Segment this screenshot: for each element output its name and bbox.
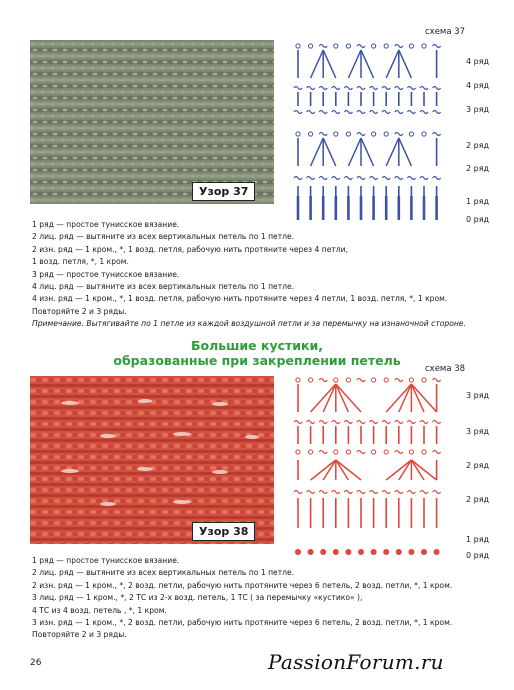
instruction-line: Повторяйте 2 и 3 ряды. — [32, 306, 127, 316]
chain-circle — [422, 132, 426, 136]
foundation-stitch — [347, 196, 350, 220]
fan-stitch — [323, 460, 336, 480]
pattern-37-photo-label: Узор 37 — [192, 182, 255, 201]
fan-stitch — [399, 50, 412, 78]
chain-circle — [409, 44, 413, 48]
foundation-stitch — [309, 196, 312, 220]
fan-stitch — [399, 460, 412, 480]
fan-stitch — [323, 384, 336, 412]
schema-37-diagram — [290, 36, 470, 226]
instruction-line: 1 ряд — простое тунисское вязание. — [32, 220, 180, 229]
tilde-mark — [319, 87, 327, 90]
page-number: 26 — [30, 658, 42, 668]
schema-37-title: схема 37 — [425, 27, 466, 37]
tilde-mark — [357, 133, 365, 136]
row-label: 0 ряд — [466, 215, 490, 224]
tilde-mark — [407, 111, 415, 114]
tilde-mark — [307, 421, 315, 424]
chain-circle — [384, 450, 388, 454]
tilde-mark — [294, 111, 302, 114]
tilde-mark — [332, 87, 340, 90]
watermark: PassionForum.ru — [268, 650, 444, 674]
foundation-stitch — [410, 196, 413, 220]
chain-circle — [384, 378, 388, 382]
tilde-mark — [319, 421, 327, 424]
instruction-line: 1 ряд — простое тунисское вязание. — [32, 556, 180, 565]
schema-38-diagram — [290, 372, 470, 564]
instruction-line: 4 изн. ряд — 1 кром., *, 1 возд. петля, рабочую нить протяните через 4 петли, 1 возд. петля, *, 1 кром. — [32, 294, 448, 304]
fan-stitch — [348, 138, 361, 166]
chain-circle — [334, 378, 338, 382]
tilde-mark — [395, 45, 403, 48]
fan-stitch — [399, 138, 412, 166]
tilde-mark — [370, 87, 378, 90]
tilde-mark — [307, 111, 315, 114]
tilde-mark — [433, 451, 441, 454]
chain-circle — [372, 132, 376, 136]
foundation-stitch — [335, 196, 338, 220]
chain-circle — [309, 44, 313, 48]
instruction-note: Примечание. Вытягивайте по 1 петле из каждой воздушной петли и за перемычку на изнаночной стороне. — [32, 319, 466, 329]
fan-stitch — [399, 384, 412, 412]
tilde-mark — [407, 87, 415, 90]
instruction-line: 2 лиц. ряд — вытяните из всех вертикальных петель по 1 петле. — [32, 568, 295, 578]
foundation-stitch — [372, 196, 375, 220]
tilde-mark — [433, 177, 441, 180]
tilde-mark — [357, 111, 365, 114]
chain-circle — [334, 44, 338, 48]
instruction-line: 2 изн. ряд — 1 кром., *, 2 возд. петли, рабочую нить протяните через 6 петель, 2 возд. петли, *, 1 кром. — [32, 580, 453, 590]
tilde-mark — [319, 451, 327, 454]
tilde-mark — [319, 45, 327, 48]
foundation-stitch — [322, 196, 325, 220]
chain-circle — [409, 378, 413, 382]
tilde-mark — [319, 491, 327, 494]
pattern-38-photo — [30, 376, 274, 544]
tilde-mark — [344, 421, 352, 424]
instruction-line: 3 лиц. ряд — 1 кром., *, 2 ТС из 2-х возд. петель, 1 ТС ( за перемычку «кустико» ), — [32, 593, 363, 603]
instruction-line: 4 ТС из 4 возд. петель , *, 1 кром. — [32, 605, 167, 615]
tilde-mark — [294, 87, 302, 90]
tilde-mark — [420, 111, 428, 114]
tilde-mark — [344, 491, 352, 494]
fan-stitch — [361, 138, 374, 166]
instruction-line: 3 изн. ряд — 1 кром., *, 2 возд. петли, рабочую нить протяните через 6 петель, 2 возд. петли, *, 1 кром. — [32, 618, 453, 628]
chain-circle — [346, 378, 350, 382]
fan-stitch — [336, 384, 349, 412]
tilde-mark — [332, 421, 340, 424]
row-label: 3 ряд — [466, 427, 490, 436]
row-label: 3 ряд — [466, 105, 490, 114]
fan-stitch — [411, 460, 436, 480]
tilde-mark — [357, 491, 365, 494]
fan-stitch — [336, 460, 349, 480]
section-heading-line-2: образованные при закреплении петель — [113, 353, 401, 368]
chain-circle — [422, 378, 426, 382]
tilde-mark — [357, 45, 365, 48]
chain-circle — [384, 44, 388, 48]
tilde-mark — [395, 87, 403, 90]
row-label: 3 ряд — [466, 391, 490, 400]
fan-stitch — [311, 384, 336, 412]
section-heading-line-1: Большие кустики, — [190, 338, 324, 353]
pattern-37-photo — [30, 40, 274, 204]
row-label: 2 ряд — [466, 164, 490, 173]
tilde-mark — [395, 451, 403, 454]
fan-stitch — [311, 50, 324, 78]
foundation-stitch — [385, 196, 388, 220]
tilde-mark — [319, 133, 327, 136]
pattern-37-instructions — [32, 219, 466, 331]
instruction-line: Повторяйте 2 и 3 ряды. — [32, 630, 127, 640]
row-label: 2 ряд — [466, 461, 490, 470]
pattern-37-knit-texture — [30, 40, 274, 204]
foundation-stitch — [398, 196, 401, 220]
chain-circle — [346, 44, 350, 48]
tilde-mark — [370, 421, 378, 424]
tilde-mark — [370, 177, 378, 180]
tilde-mark — [395, 111, 403, 114]
fan-stitch — [311, 138, 324, 166]
tilde-mark — [382, 491, 390, 494]
fan-stitch — [386, 50, 399, 78]
instruction-line: 2 изн. ряд — 1 кром., *, 1 возд. петля, рабочую нить протяните через 4 петли, — [32, 244, 349, 254]
fan-stitch — [411, 384, 424, 412]
tilde-mark — [382, 87, 390, 90]
tilde-mark — [382, 177, 390, 180]
tilde-mark — [433, 87, 441, 90]
tilde-mark — [407, 177, 415, 180]
tilde-mark — [357, 177, 365, 180]
chain-circle — [334, 132, 338, 136]
tilde-mark — [332, 491, 340, 494]
tilde-mark — [307, 87, 315, 90]
tilde-mark — [357, 451, 365, 454]
row-label: 4 ряд — [466, 81, 490, 90]
fan-stitch — [361, 50, 374, 78]
tilde-mark — [357, 379, 365, 382]
pattern-38-instructions — [32, 555, 452, 642]
fan-stitch — [311, 460, 336, 480]
tilde-mark — [433, 421, 441, 424]
tilde-mark — [382, 111, 390, 114]
tilde-mark — [433, 45, 441, 48]
tilde-mark — [395, 177, 403, 180]
instruction-line: 2 лиц. ряд — вытяните из всех вертикальных петель по 1 петле. — [32, 232, 295, 242]
fan-stitch — [411, 460, 424, 480]
tilde-mark — [395, 491, 403, 494]
tilde-mark — [344, 177, 352, 180]
schema-38-title: схема 38 — [425, 364, 466, 374]
tilde-mark — [420, 491, 428, 494]
row-label: 4 ряд — [466, 57, 490, 66]
foundation-stitch — [297, 196, 300, 220]
chain-circle — [372, 450, 376, 454]
chain-circle — [296, 132, 300, 136]
fan-stitch — [336, 384, 361, 412]
chain-circle — [422, 450, 426, 454]
chain-circle — [384, 132, 388, 136]
tilde-mark — [357, 87, 365, 90]
tilde-mark — [307, 177, 315, 180]
tilde-mark — [332, 111, 340, 114]
tilde-mark — [433, 111, 441, 114]
tilde-mark — [344, 87, 352, 90]
chain-circle — [309, 378, 313, 382]
chain-circle — [309, 132, 313, 136]
instruction-line: 1 возд. петля, *, 1 кром. — [32, 257, 129, 267]
foundation-stitch — [435, 196, 438, 220]
chain-circle — [309, 450, 313, 454]
row-label: 0 ряд — [466, 551, 490, 560]
chain-circle — [409, 132, 413, 136]
fan-stitch — [411, 384, 436, 412]
tilde-mark — [344, 111, 352, 114]
tilde-mark — [420, 421, 428, 424]
chain-circle — [334, 450, 338, 454]
tilde-mark — [319, 111, 327, 114]
tilde-mark — [294, 491, 302, 494]
tilde-mark — [319, 379, 327, 382]
foundation-stitch — [423, 196, 426, 220]
chain-circle — [346, 450, 350, 454]
tilde-mark — [420, 177, 428, 180]
instruction-line: 4 лиц. ряд — вытяните из всех вертикальных петель по 1 петле. — [32, 282, 295, 292]
tilde-mark — [433, 133, 441, 136]
tilde-mark — [307, 491, 315, 494]
tilde-mark — [357, 421, 365, 424]
tilde-mark — [294, 421, 302, 424]
fan-stitch — [348, 50, 361, 78]
fan-stitch — [386, 384, 411, 412]
fan-stitch — [336, 460, 361, 480]
tilde-mark — [395, 133, 403, 136]
tilde-mark — [395, 421, 403, 424]
row-label: 2 ряд — [466, 141, 490, 150]
tilde-mark — [294, 177, 302, 180]
tilde-mark — [433, 379, 441, 382]
fan-stitch — [323, 50, 336, 78]
row-label: 2 ряд — [466, 495, 490, 504]
row-label: 1 ряд — [466, 197, 490, 206]
tilde-mark — [319, 177, 327, 180]
tilde-mark — [382, 421, 390, 424]
chain-circle — [346, 132, 350, 136]
chain-circle — [296, 44, 300, 48]
pattern-38-photo-label: Узор 38 — [192, 522, 255, 541]
row-label: 1 ряд — [466, 535, 490, 544]
chain-circle — [409, 450, 413, 454]
fan-stitch — [323, 138, 336, 166]
tilde-mark — [407, 491, 415, 494]
tilde-mark — [395, 379, 403, 382]
tilde-mark — [433, 491, 441, 494]
tilde-mark — [420, 87, 428, 90]
chain-circle — [372, 378, 376, 382]
tilde-mark — [370, 111, 378, 114]
tilde-mark — [332, 177, 340, 180]
chain-circle — [422, 44, 426, 48]
foundation-stitch — [360, 196, 363, 220]
chain-circle — [372, 44, 376, 48]
fan-stitch — [386, 460, 411, 480]
tilde-mark — [370, 491, 378, 494]
fan-stitch — [386, 138, 399, 166]
chain-circle — [296, 450, 300, 454]
chain-circle — [296, 378, 300, 382]
tilde-mark — [407, 421, 415, 424]
instruction-line: 3 ряд — простое тунисское вязание. — [32, 269, 180, 279]
pattern-38-knit-texture — [30, 376, 274, 544]
